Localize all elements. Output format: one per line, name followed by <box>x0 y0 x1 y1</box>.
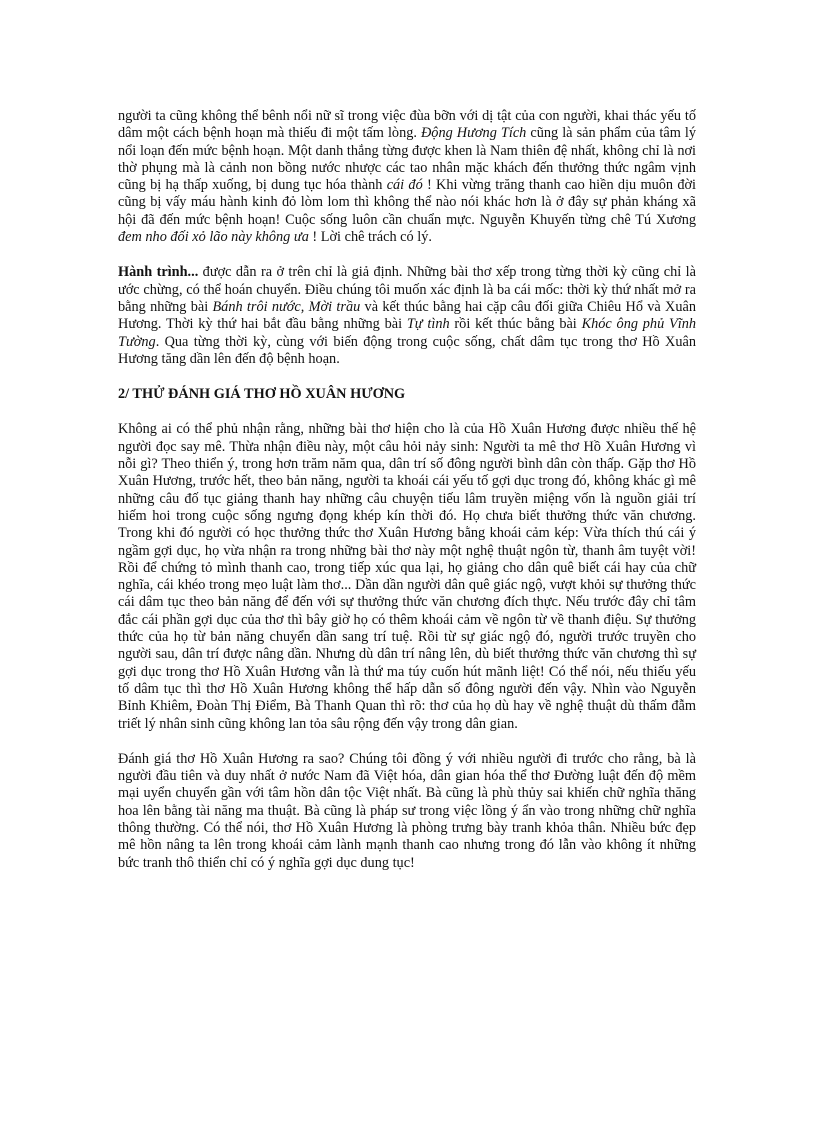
italic-phrase: đem nho đối xỏ lão này không ưa <box>118 229 309 246</box>
italic-phrase: Khóc ông phủ Vĩnh Tường <box>118 316 697 350</box>
section-heading: 2/ THỬ ĐÁNH GIÁ THƠ HỒ XUÂN HƯƠNG <box>118 386 406 403</box>
text-run: được dẫn ra ở trên chỉ là giả định. Những bài thơ xếp trong từng thời kỳ cũng chỉ là ước chừng, có thể hoán chuyển. Điều chúng tôi muốn xác định là ba cái mốc: thời kỳ thứ nhất mở ra bằng những bài <box>118 264 696 315</box>
italic-phrase: cái đó <box>386 177 423 194</box>
italic-phrase: Tự tình <box>406 316 450 333</box>
text-run: . Qua từng thời kỳ, cùng với biến động trong cuộc sống, chất dâm tục trong thơ Hồ Xuân Hương tăng dần lên đến độ bệnh hoạn. <box>118 333 696 367</box>
text-run: ! Khi vừng trăng thanh cao hiền dịu muôn đời cũng bị vấy máu hành kinh đỏ lòm lom thì không thể nào nói khác hơn là ở đây sự phản kháng xã hội đã đến mức bệnh hoạn! Cuộc sống luôn cần chuẩn mực. Nguyễn Khuyến từng chê Tú Xương <box>118 177 696 228</box>
text-run: người ta cũng không thể bênh nổi nữ sĩ trong việc đùa bỡn với dị tật của con người, khai thác yếu tố dâm một cách bệnh hoạn mà thiếu đi một tấm lòng. <box>118 108 696 142</box>
paragraph-4 <box>118 751 696 872</box>
text-run: Không ai có thể phủ nhận rằng, những bài thơ hiện cho là của Hồ Xuân Hương được nhiều thế hệ người đọc say mê. Thừa nhận điều này, một câu hỏi nảy sinh: Người ta mê thơ Hồ Xuân Hương vì nỗi gì? Theo thiển ý, trong hơn trăm năm qua, dân trí số đông người bình dân còn thấp. Gặp thơ Hồ Xuân Hương, trước hết, theo bản năng, người ta khoái cái yếu tố gợi dục trong đó, không khác gì mê những câu đố tục giảng thanh hay những câu chuyện tiếu lâm truyền miệng vốn là nguồn giải trí hiếm hoi trong cuộc sống ngưng đọng khép kín thời đó. Họ chưa biết thưởng thức văn chương. Trong khi đó người có học thưởng thức thơ Xuân Hương bằng khoái cảm kép: Vừa thích thú cái ý ngầm gợi dục, họ vừa nhận ra trong những bài thơ này một nghệ thuật ngôn từ, thanh âm tuyệt vời! Rồi để chứng tỏ mình thanh cao, trong tiếp xúc qua lại, họ giảng cho dân quê biết cái hay của chữ nghĩa, cái khéo trong mẹo luật làm thơ... Dần dần người dân quê giác ngộ, vượt khỏi sự thưởng thức cái dâm tục theo bản năng để đến với sự thưởng thức văn chương đích thực. Nếu trước đây chỉ tâm đắc cái phần gợi dục của thơ thì bây giờ họ có thêm khoái cảm về ngôn từ về thanh điệu. Sự thưởng thức của họ từ bản năng chuyển dần sang trí tuệ. Rồi từ sự giác ngộ đó, người trước truyền cho người sau, dân trí được nâng dần. Nhưng dù dân trí nâng lên, dù biết thưởng thức văn chương thì sự gợi dục trong thơ Hồ Xuân Hương vẫn là thứ ma túy cuốn hút mãnh liệt! Có thể nói, nếu thiếu yếu tố dâm tục thì thơ Hồ Xuân Hương không thể hấp dẫn số đông người đến vậy. Nhìn vào Nguyễn Bỉnh Khiêm, Đoàn Thị Điểm, Bà Thanh Quan thì rõ: thơ của họ dù hay về nghệ thuật dù thấm đẫm triết lý nhân sinh cũng không lan tỏa sâu rộng đến vậy trong dân gian. <box>118 421 696 732</box>
text-run: Đánh giá thơ Hồ Xuân Hương ra sao? Chúng tôi đồng ý với nhiều người đi trước cho rằng, bà là người đầu tiên và duy nhất ở nước Nam đã Việt hóa, dân gian hóa thể thơ Đường luật đến độ mềm mại uyển chuyển gần với tâm hồn dân tộc Việt nhất. Bà cũng là phù thủy sai khiến chữ nghĩa thăng hoa lên bằng tài năng ma thuật. Bà cũng là pháp sư trong việc lồng ý ẩn vào trong những chữ nghĩa thông thường. Có thể nói, thơ Hồ Xuân Hương là phòng trưng bày tranh khỏa thân. Nhiều bức đẹp mê hồn nâng ta lên trong khoái cảm lành mạnh thanh cao nhưng trong đó lẫn vào không ít những bức tranh thô thiển chỉ có ý nghĩa gợi dục dung tục! <box>118 750 696 871</box>
paragraph-1 <box>118 108 696 246</box>
bold-phrase: Hành trình... <box>118 264 199 281</box>
text-run: rồi kết thúc bằng bài <box>449 316 582 333</box>
italic-phrase: Bánh trôi nước, Mời trầu <box>212 298 361 315</box>
paragraph-2 <box>118 264 696 368</box>
document-page <box>118 98 696 872</box>
text-run: cũng là sản phẩm của tâm lý nổi loạn đến mức bệnh hoạn. Một danh thắng từng được khen là Nam thiên đệ nhất, không chỉ là nơi thờ phụng mà là cảnh non bồng nước nhược các tao nhân mặc khách đến thưởng thức ngâm vịnh cũng bị hạ thấp xuống, bị dung tục hóa thành <box>118 125 696 194</box>
text-run: ! Lời chê trách có lý. <box>308 229 432 246</box>
italic-phrase: Động Hương Tích <box>420 125 527 142</box>
text-run: và kết thúc bằng hai cặp câu đối giữa Chiêu Hổ và Xuân Hương. Thời kỳ thứ hai bắt đầu bằng những bài <box>118 298 697 333</box>
paragraph-3 <box>118 421 696 732</box>
